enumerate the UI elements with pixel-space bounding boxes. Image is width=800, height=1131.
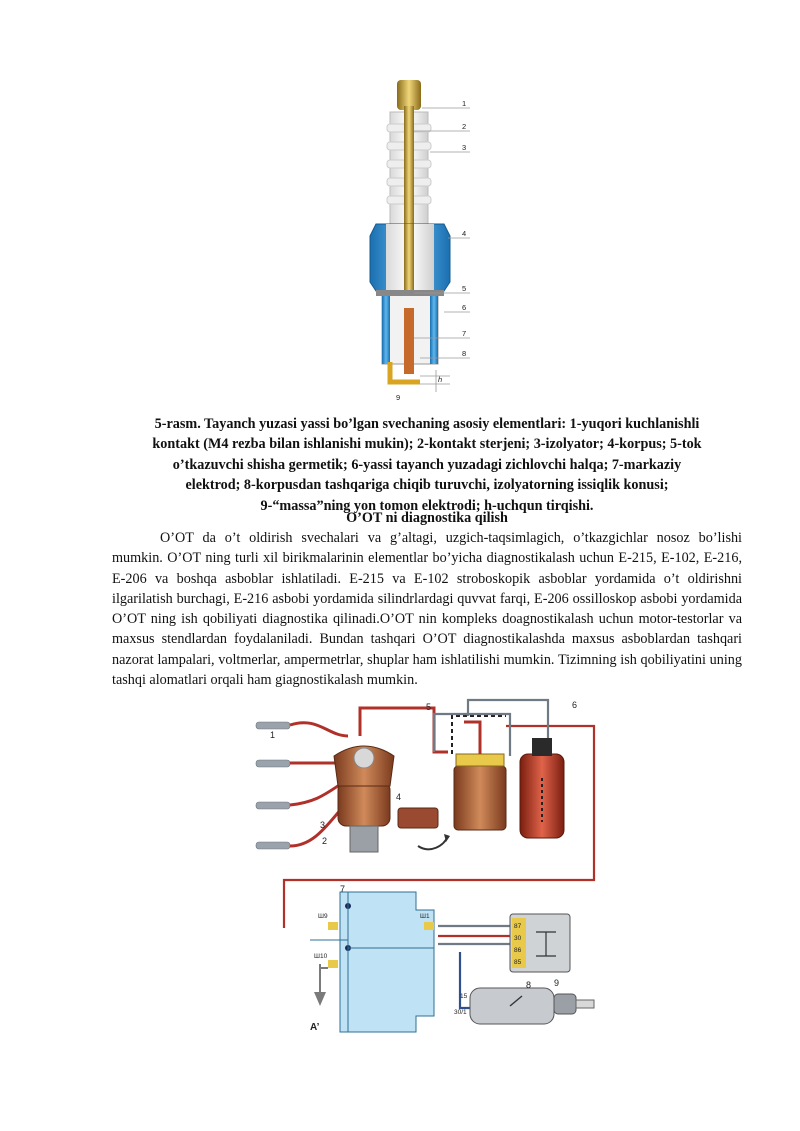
relay-pin-86: 86: [514, 947, 522, 954]
terminal-a-label: A’: [310, 1022, 320, 1033]
caption-line: o’tkazuvchi shisha germetik; 6-yassi tayanch yuzadagi zichlovchi halqa; 7-markaziy: [172, 456, 682, 473]
connector-sh1: Ш1: [420, 913, 430, 920]
caption-line: 5-rasm. Tayanch yuzasi yassi bo’lgan svechaning asosiy elementlari: 1-yuqori kuchlanishli: [154, 416, 700, 432]
ignition-coil: [520, 738, 564, 838]
callout-8: 8: [462, 349, 467, 358]
callout-7: 7: [462, 329, 467, 338]
distributor: [334, 746, 394, 852]
switch-unit: [452, 716, 506, 830]
figure-caption: [112, 414, 742, 516]
ignition-wiring-diagram: [248, 696, 608, 1044]
callout-5: 5: [462, 284, 467, 293]
relay-pin-87: 87: [514, 923, 522, 930]
center-electrode: [404, 308, 414, 374]
body-paragraph: O’OT da o’t oldirish svechalari va g’altagi, uzgich-taqsimlagich, o’tkazgichlar nosoz bo’lishi mumkin. O’OT ning turli xil birikmalarinin elementlar bo’yicha diagnostikalash uchun E-215, E-102, E-216, E-206 va boshqa asboblar ishlatiladi. E-215 va E-102 stroboskopik asboblar yordamida o’t oldirishni ilgarilatish burchagi, E-216 asbobi yordamida silindrlardagi quvvat farqi, E-206 ossilloskop asbobi yordamida O’OT ning ish qobiliyati diagnostika qilinadi.O’OT nin kompleks doagnostikalash uchun motor-testorlar va maxsus stendlardan foydalaniladi. Bundan tashqari O’OT diagnostikalashda maxsus asboblardan tashqari nazorat lampalari, voltmerlar, ampermetrlar, shuplar ham ishlatilishi mumkin. Tizimning ish qobiliyatini uning tashqi alomatlari orqali ham giagnostikalash mumkin.: [112, 530, 742, 689]
callout-1: 1: [462, 99, 467, 108]
fig2-label-9: 9: [554, 978, 560, 988]
fig2-label-8: 8: [526, 980, 532, 990]
fig2-label-4: 4: [396, 792, 402, 802]
connector-sh9: Ш9: [318, 913, 328, 920]
caption-line: elektrod; 8-korpusdan tashqariga chiqib turuvchi, izolyatorning issiqlik konusi;: [185, 477, 669, 494]
callout-6: 6: [462, 303, 467, 312]
relay-pin-85: 85: [514, 959, 522, 966]
callout-9: 9: [396, 393, 401, 402]
callout-3: 3: [462, 143, 467, 152]
caption-line: 9-“massa”ning yon tomon elektrodi; h-uchqun tirqishi.: [260, 497, 594, 514]
ecu-block: [310, 892, 434, 1032]
switch-pin-30-1: 30/1: [454, 1009, 467, 1016]
fig2-label-1: 1: [270, 730, 276, 740]
fig2-label-3: 3: [320, 820, 326, 830]
switch-pin-15: 15: [460, 993, 468, 1000]
callout-2: 2: [462, 122, 467, 131]
section-heading: O’OT ni diagnostika qilish: [346, 510, 508, 526]
fig2-label-5: 5: [426, 702, 432, 712]
terminal-nut: [397, 80, 421, 110]
fig2-label-2: 2: [322, 836, 328, 846]
callout-4: 4: [462, 229, 467, 238]
connector-sh10: Ш10: [314, 953, 328, 960]
spark-plug-diagram: [350, 76, 470, 408]
fig2-label-7: 7: [340, 884, 346, 894]
caption-line: kontakt (M4 rezba bilan ishlanishi mukin); 2-kontakt sterjeni; 3-izolyator; 4-korpus; 5-tok: [152, 436, 702, 453]
gap-label: h: [438, 375, 443, 384]
ignition-switch: [470, 988, 594, 1024]
hall-sensor-connector: [398, 808, 450, 849]
relay-pin-30: 30: [514, 935, 522, 942]
fig2-label-6: 6: [572, 700, 578, 710]
